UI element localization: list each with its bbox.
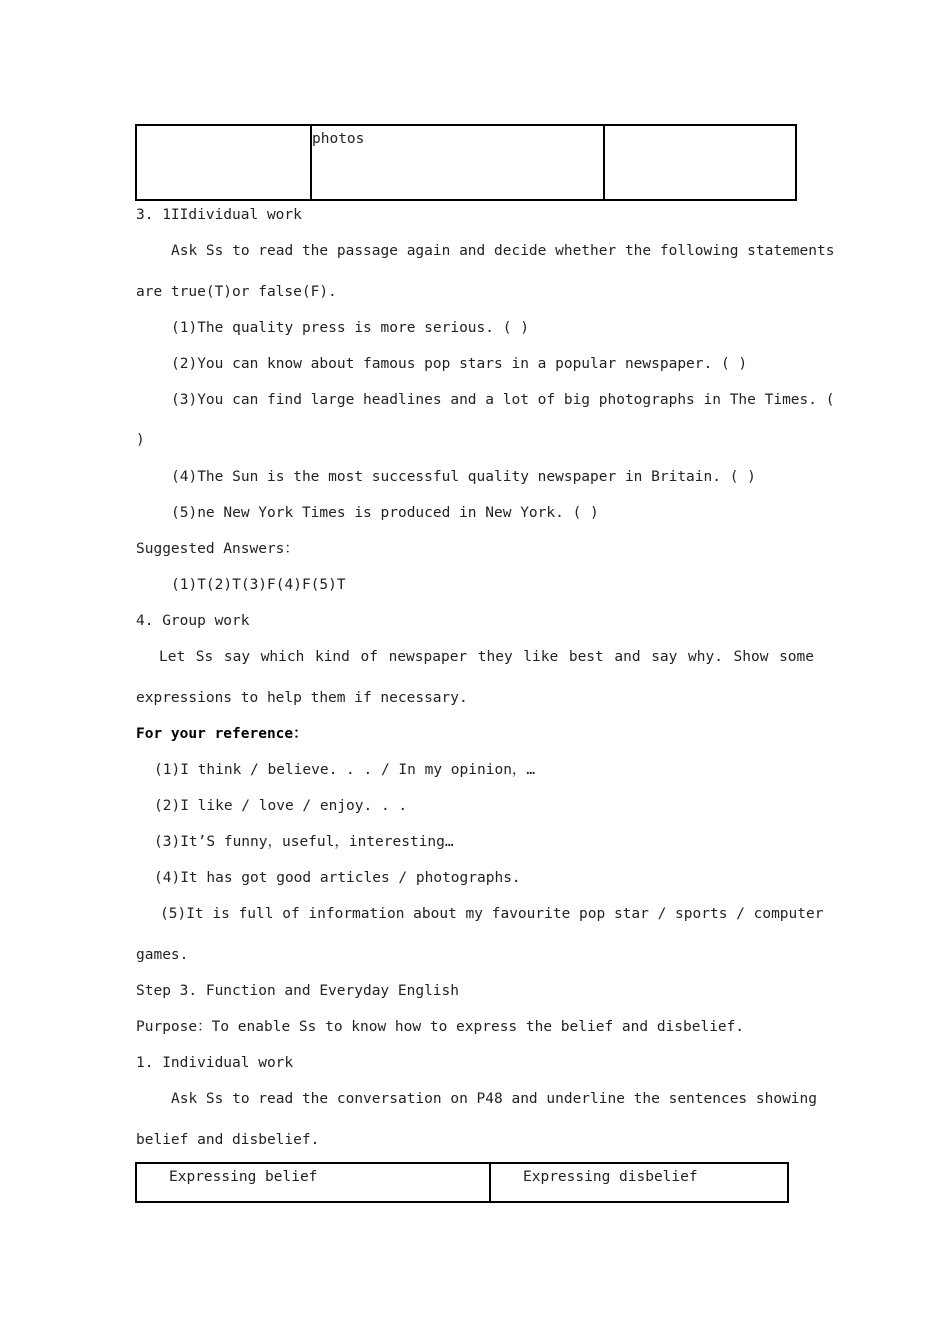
reference-item: (5)It is full of information about my favourite pop star / sports / computer: [160, 906, 824, 922]
reference-item: (1)I think / believe. . . / In my opinion，…: [154, 762, 536, 778]
section3-intro-line1: Ask Ss to read the passage again and decide whether the following statements: [171, 243, 835, 259]
belief-column-header: Expressing belief: [136, 1163, 490, 1202]
answers-label: Suggested Answers：: [136, 541, 299, 557]
section4-intro-line2: expressions to help them if necessary.: [136, 690, 468, 706]
step3-purpose: Purpose：To enable Ss to know how to express the belief and disbelief.: [136, 1019, 745, 1035]
statement-item: (1)The quality press is more serious. ( ): [171, 320, 529, 336]
statement-item: (3)You can find large headlines and a lot of big photographs in The Times. (: [171, 392, 835, 408]
top-table-cell-2: photos: [311, 125, 604, 200]
statement-item-continuation: ): [136, 432, 145, 448]
step3-intro-line2: belief and disbelief.: [136, 1132, 320, 1148]
reference-label: For your reference：: [136, 726, 308, 742]
section3-intro-line2: are true(T)or false(F).: [136, 284, 337, 300]
reference-item: (2)I like / love / enjoy. . .: [154, 798, 408, 814]
top-table-cell-1: [136, 125, 311, 200]
section3-heading: 3. 1IIdividual work: [136, 207, 302, 223]
disbelief-column-header: Expressing disbelief: [490, 1163, 788, 1202]
statement-item: (4)The Sun is the most successful quality newspaper in Britain. ( ): [171, 469, 756, 485]
reference-item-continuation: games.: [136, 947, 189, 963]
reference-item: (4)It has got good articles / photographs.: [154, 870, 521, 886]
step3-intro-line1: Ask Ss to read the conversation on P48 and underline the sentences showing: [171, 1091, 818, 1107]
statement-item: (5)ne New York Times is produced in New York. ( ): [171, 505, 599, 521]
top-table: [135, 124, 797, 201]
step3-subheading: 1. Individual work: [136, 1055, 294, 1071]
answers-text: (1)T(2)T(3)F(4)F(5)T: [171, 577, 346, 593]
section4-heading: 4. Group work: [136, 613, 250, 629]
belief-table: [135, 1162, 789, 1203]
step3-heading: Step 3. Function and Everyday English: [136, 983, 460, 999]
statement-item: (2)You can know about famous pop stars in a popular newspaper. ( ): [171, 356, 748, 372]
section4-intro-line1: Let Ss say which kind of newspaper they like best and say why. Show some: [159, 649, 814, 665]
top-table-cell-3: [604, 125, 796, 200]
reference-item: (3)It’S funny，useful，interesting…: [154, 834, 454, 850]
